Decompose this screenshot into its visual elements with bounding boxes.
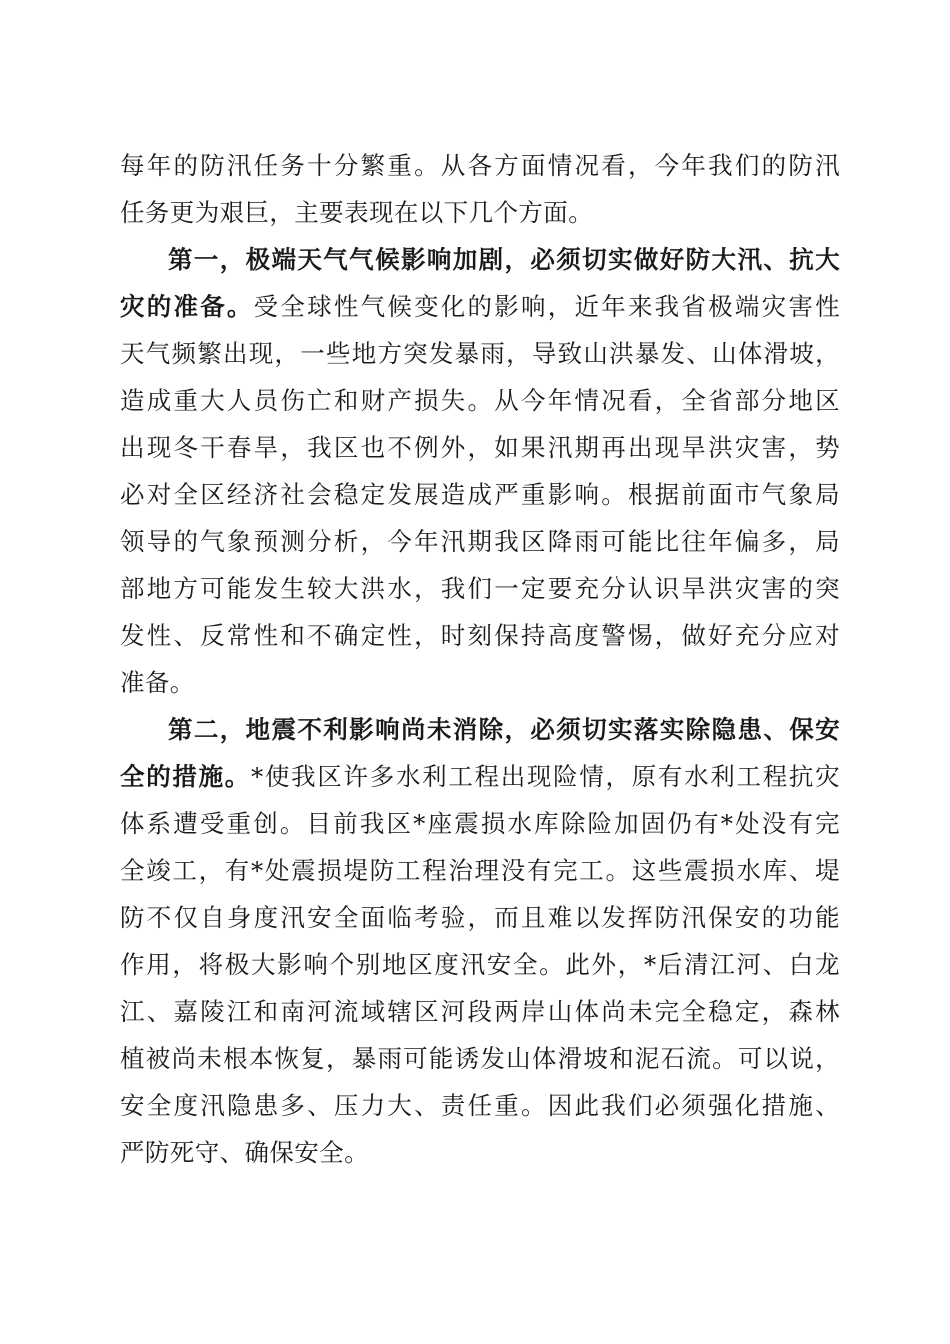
paragraph-line — [120, 753, 840, 800]
paragraph-line: 发性、反常性和不确定性，时刻保持高度警惕，做好充分应对 — [120, 621, 840, 650]
paragraph-line: 安全度汛隐患多、压力大、责任重。因此我们必须强化措施、 — [120, 1091, 840, 1120]
paragraph-line: 严防死守、确保安全。 — [120, 1138, 369, 1167]
paragraph-line: 天气频繁出现，一些地方突发暴雨，导致山洪暴发、山体滑坡， — [120, 339, 840, 368]
section-heading: 第一，极端天气气候影响加剧，必须切实做好防大汛、抗大 — [168, 245, 840, 274]
paragraph-line: 体系遭受重创。目前我区*座震损水库除险加固仍有*处没有完 — [120, 809, 840, 838]
paragraph-line: 每年的防汛任务十分繁重。从各方面情况看，今年我们的防汛 — [120, 151, 840, 180]
paragraph-line — [120, 283, 840, 330]
paragraph-line: 作用，将极大影响个别地区度汛安全。此外，*后清江河、白龙 — [120, 950, 840, 979]
section-heading: 第二，地震不利影响尚未消除，必须切实落实除隐患、保安 — [168, 715, 840, 744]
section-heading-end: 灾的准备。 — [120, 292, 254, 321]
paragraph-text: *使我区许多水利工程出现险情，原有水利工程抗灾 — [251, 762, 841, 791]
paragraph-line: 出现冬干春旱，我区也不例外，如果汛期再出现旱洪灾害，势 — [120, 433, 840, 462]
paragraph-line: 必对全区经济社会稳定发展造成严重影响。根据前面市气象局 — [120, 480, 840, 509]
paragraph-line: 全竣工，有*处震损堤防工程治理没有完工。这些震损水库、堤 — [120, 856, 840, 885]
paragraph-line: 江、嘉陵江和南河流域辖区河段两岸山体尚未完全稳定，森林 — [120, 997, 840, 1026]
section-heading-end: 全的措施。 — [120, 762, 251, 791]
paragraph-line: 部地方可能发生较大洪水，我们一定要充分认识旱洪灾害的突 — [120, 574, 840, 603]
paragraph-line: 防不仅自身度汛安全面临考验，而且难以发挥防汛保安的功能 — [120, 903, 840, 932]
paragraph-line: 准备。 — [120, 668, 195, 697]
paragraph-text: 受全球性气候变化的影响，近年来我省极端灾害性 — [253, 292, 840, 321]
paragraph-line: 领导的气象预测分析，今年汛期我区降雨可能比往年偏多，局 — [120, 527, 840, 556]
paragraph-line: 造成重大人员伤亡和财产损失。从今年情况看，全省部分地区 — [120, 386, 840, 415]
paragraph-line: 植被尚未根本恢复，暴雨可能诱发山体滑坡和泥石流。可以说， — [120, 1044, 840, 1073]
body-text — [120, 142, 840, 1176]
paragraph-line: 任务更为艰巨，主要表现在以下几个方面。 — [120, 198, 594, 227]
